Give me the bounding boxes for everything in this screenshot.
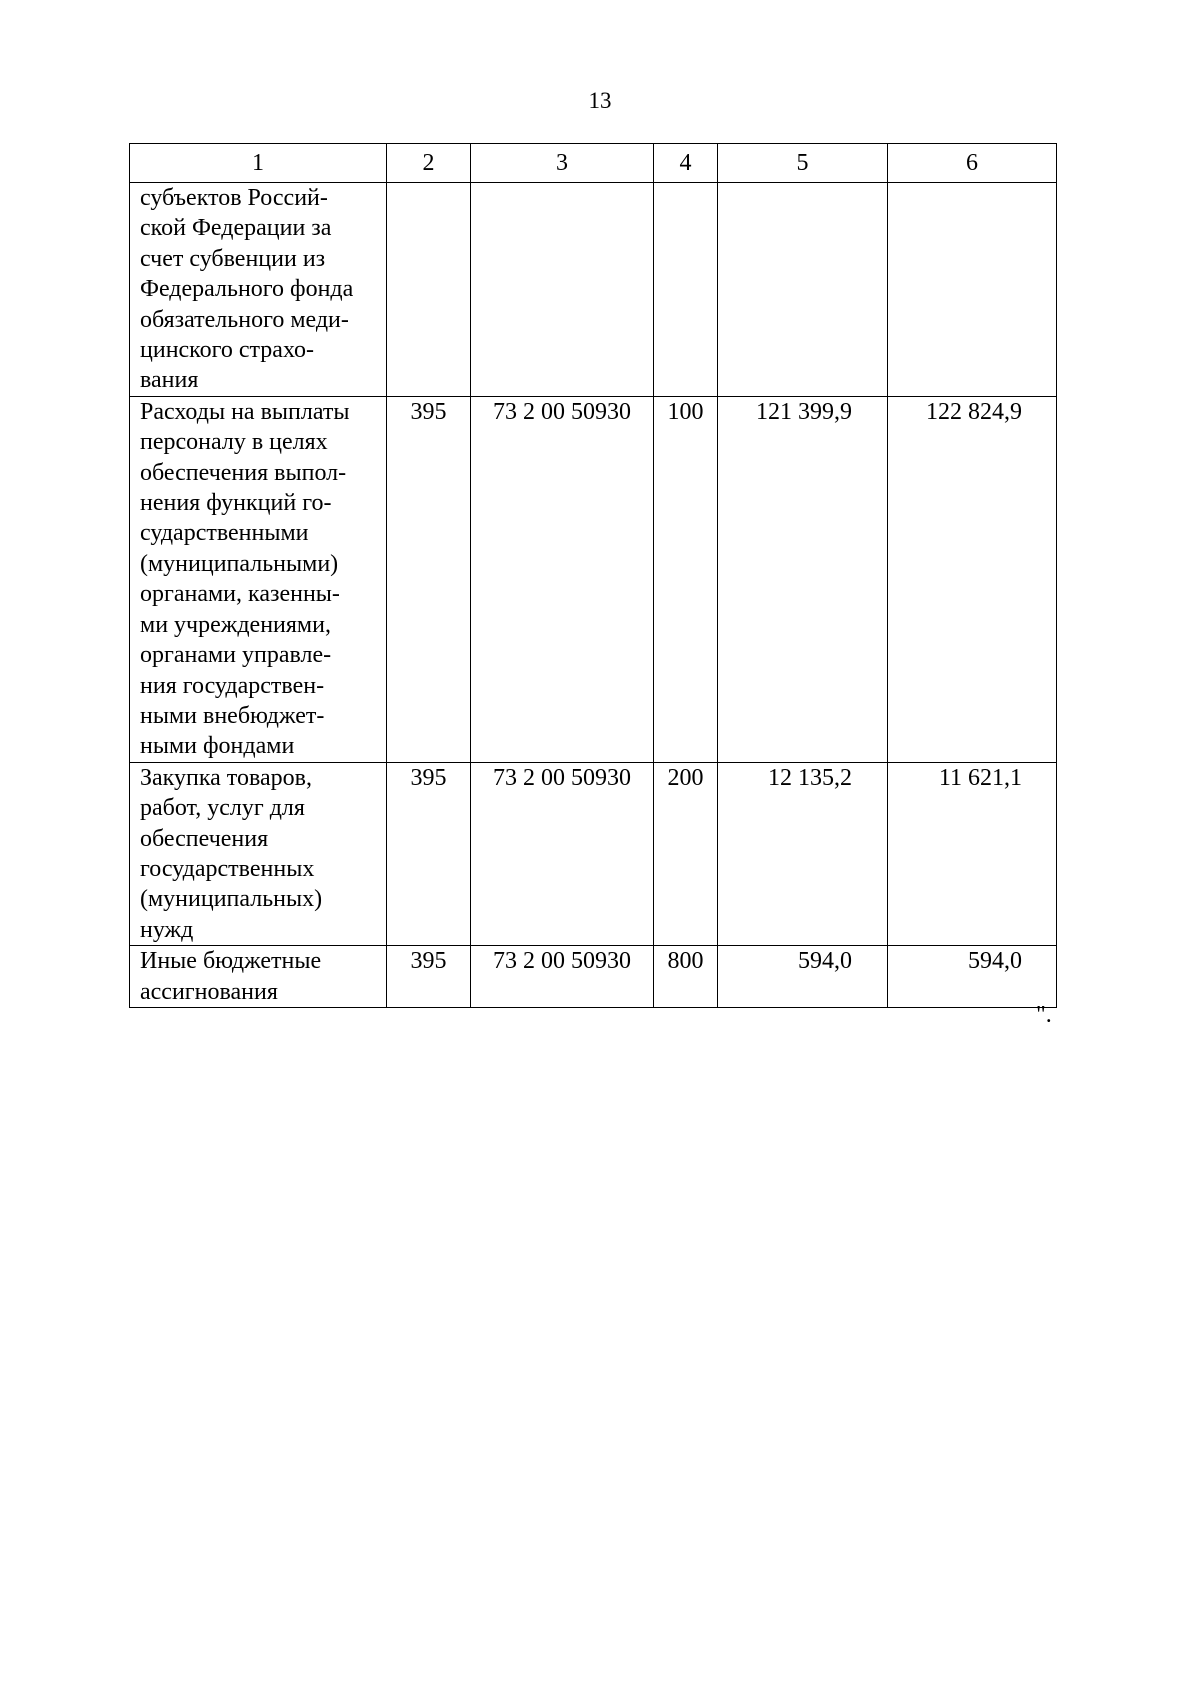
row-description xyxy=(130,183,387,397)
description-line: Федерального фонда xyxy=(140,276,354,303)
cell-expense-type: 800 xyxy=(654,946,718,1008)
description-line: Иные бюджетные xyxy=(140,948,322,975)
column-header-3: 3 xyxy=(471,144,654,183)
table-header-row xyxy=(130,144,1057,183)
cell-expense-type xyxy=(654,183,718,397)
page-number: 13 xyxy=(588,88,612,113)
cell-target-article: 73 2 00 50930 xyxy=(471,396,654,762)
cell-target-article: 73 2 00 50930 xyxy=(471,946,654,1008)
description-line: обеспечения выпол- xyxy=(140,459,347,486)
cell-amount-1 xyxy=(718,183,888,397)
cell-amount-2 xyxy=(888,183,1057,397)
description-line: (муниципальными) xyxy=(140,550,339,577)
description-line: работ, услуг для xyxy=(140,795,305,822)
column-header-6: 6 xyxy=(888,144,1057,183)
description-line: вания xyxy=(140,367,199,394)
cell-amount-2: 122 824,9 xyxy=(888,396,1057,762)
table-row xyxy=(130,396,1057,762)
description-line: государственных xyxy=(140,855,315,882)
cell-code: 395 xyxy=(387,762,471,945)
cell-code: 395 xyxy=(387,946,471,1008)
column-header-4: 4 xyxy=(654,144,718,183)
description-line: субъектов Россий- xyxy=(140,185,328,211)
description-line: ния государствен- xyxy=(140,672,325,699)
description-line: Расходы на выплаты xyxy=(140,398,350,425)
description-line: сударственными xyxy=(140,520,309,547)
column-header-5: 5 xyxy=(718,144,888,183)
cell-amount-1: 12 135,2 xyxy=(718,762,888,945)
description-line: Закупка товаров, xyxy=(140,764,312,791)
budget-table xyxy=(129,143,1057,1008)
description-line: обязательного меди- xyxy=(140,306,349,333)
cell-expense-type: 100 xyxy=(654,396,718,762)
description-line: персоналу в целях xyxy=(140,429,328,456)
description-line: нения функций го- xyxy=(140,490,332,517)
description-line: счет субвенции из xyxy=(140,245,326,272)
table-row xyxy=(130,183,1057,397)
row-description xyxy=(130,946,387,1008)
row-description xyxy=(130,762,387,945)
description-line: ми учреждениями, xyxy=(140,611,331,638)
row-description xyxy=(130,396,387,762)
description-line: ассигнования xyxy=(140,978,278,1005)
description-line: нужд xyxy=(140,916,194,943)
cell-code: 395 xyxy=(387,396,471,762)
cell-code xyxy=(387,183,471,397)
description-line: обеспечения xyxy=(140,825,269,852)
description-line: цинского страхо- xyxy=(140,337,315,364)
column-header-1: 1 xyxy=(130,144,387,183)
cell-amount-2: 11 621,1 xyxy=(888,762,1057,945)
cell-target-article: 73 2 00 50930 xyxy=(471,762,654,945)
cell-amount-1: 121 399,9 xyxy=(718,396,888,762)
description-line: ской Федерации за xyxy=(140,215,332,242)
closing-quote-mark: ". xyxy=(1036,1002,1052,1028)
description-line: органами управле- xyxy=(140,642,332,669)
cell-expense-type: 200 xyxy=(654,762,718,945)
table-row xyxy=(130,762,1057,945)
column-header-2: 2 xyxy=(387,144,471,183)
description-line: ными внебюджет- xyxy=(140,702,325,729)
description-line: органами, казенны- xyxy=(140,581,340,608)
table-row xyxy=(130,946,1057,1008)
description-line: (муниципальных) xyxy=(140,886,323,913)
cell-target-article xyxy=(471,183,654,397)
cell-amount-2: 594,0 xyxy=(888,946,1057,1008)
description-line: ными фондами xyxy=(140,733,295,760)
cell-amount-1: 594,0 xyxy=(718,946,888,1008)
